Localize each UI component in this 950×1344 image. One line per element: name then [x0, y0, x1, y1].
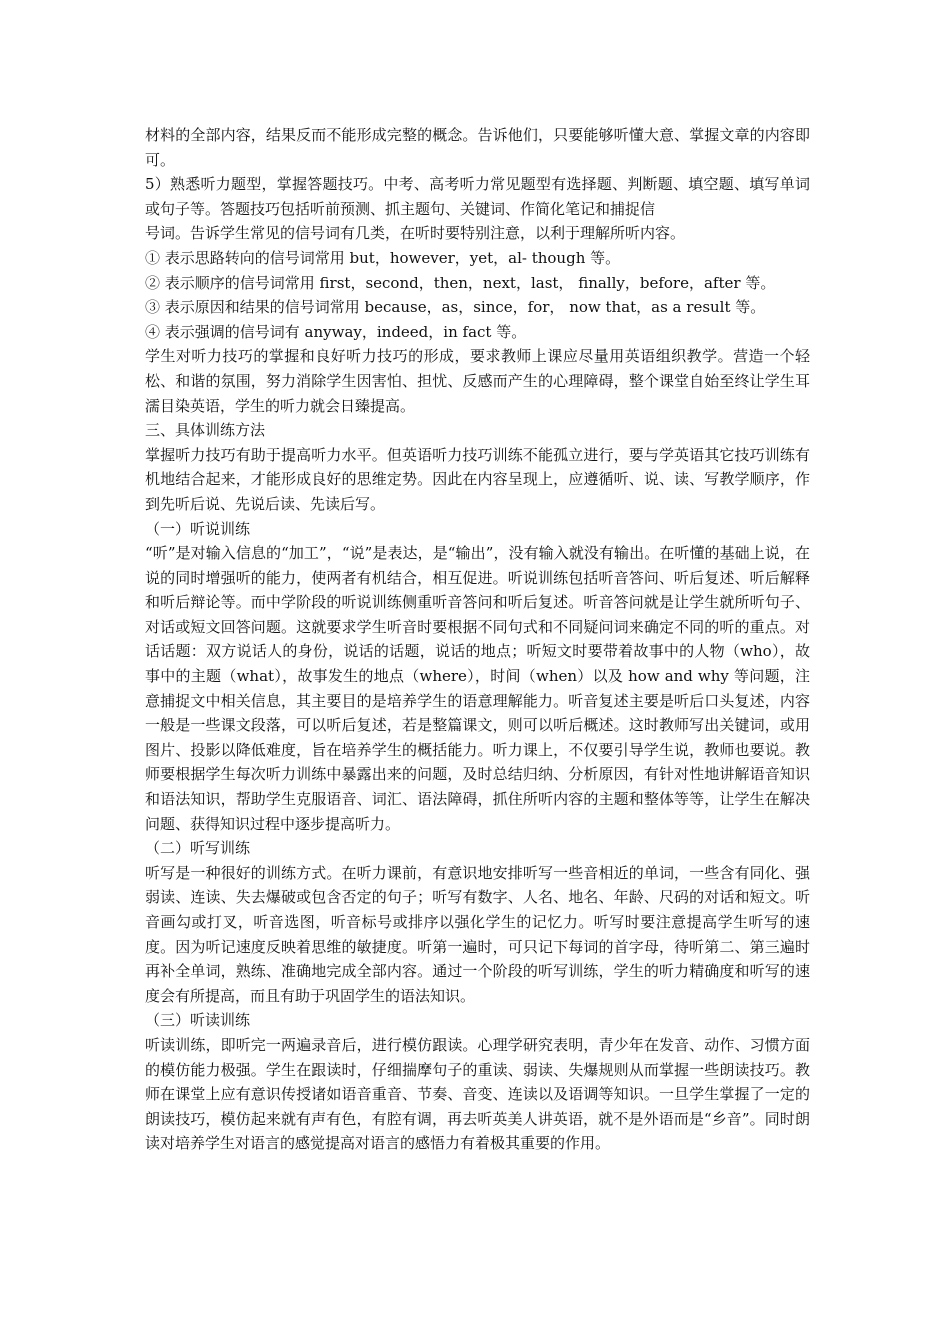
list-item-signal-emphasis: ④ 表示强调的信号词有 anyway，indeed，in fact 等。	[145, 322, 527, 341]
list-item-signal-order: ② 表示顺序的信号词常用 first，second，then，next，last， finally，before，after 等。	[145, 273, 776, 292]
paragraph-listening-speaking: “听”是对输入信息的“加工”，“说”是表达，是“输出”，没有输入就没有输出。在听懂的基础上说，在说的同时增强听的能力，使两者有机结合，相互促进。听说训练包括听音答问、听后复述、听后解释和听后辩论等。而中学阶段的听说训练侧重听音答问和听后复述。听音答问就是让学生就所听句子、对话或短文回答问题。这就要求学生听音时要根据不同句式和不同疑问词来确定不同的听的重点。对话话题：双方说话人的身份，说话的话题，说话的地点；听短文时要带着故事中的人物（who），故事中的主题（what），故事发生的地点（where），时间（when）以及 how and why 等问题，注意捕捉文中相关信息，其主要目的是培养学生的语意理解能力。听音复述主要是听后口头复述，内容一般是一些课文段落，可以听后复述，若是整篇课文，则可以听后概述。这时教师写出关键词，或用图片、投影以降低难度，旨在培养学生的概括能力。听力课上，不仅要引导学生说，教师也要说。教师要根据学生每次听力训练中暴露出来的问题，及时总结归纳、分析原因，有针对性地讲解语音知识和语法知识，帮助学生克服语音、词汇、语法障碍，抓住所听内容的主题和整体等等，让学生在解决问题、获得知识过程中逐步提高听力。	[145, 544, 810, 833]
subheading-listening-reading: （三）听读训练	[145, 1011, 251, 1030]
list-item-signal-turn: ① 表示思路转向的信号词常用 but，however，yet，al- though 等。	[145, 248, 621, 267]
section-heading-methods: 三、具体训练方法	[145, 421, 266, 440]
document-body	[145, 123, 810, 1156]
paragraph-dictation: 听写是一种很好的训练方式。在听力课前，有意识地安排听写一些音相近的单词，一些含有同化、强弱读、连读、失去爆破或包含否定的句子；听写有数字、人名、地名、年龄、尺码的对话和短文。听音画勾或打叉，听音选图，听音标号或排序以强化学生的记忆力。听写时要注意提高学生听写的速度。因为听记速度反映着思维的敏捷度。听第一遍时，可只记下每词的首字母，待听第二、第三遍时再补全单词，熟练、准确地完成全部内容。通过一个阶段的听写训练，学生的听力精确度和听写的速度会有所提高，而且有助于巩固学生的语法知识。	[145, 863, 810, 1005]
subheading-dictation: （二）听写训练	[145, 839, 251, 858]
paragraph-item-5: 5）熟悉听力题型，掌握答题技巧。中考、高考听力常见题型有选择题、判断题、填空题、填写单词或句子等。答题技巧包括听前预测、抓主题句、关键词、作简化笔记和捕捉信	[145, 175, 810, 218]
paragraph-continuation: 材料的全部内容，结果反而不能形成完整的概念。告诉他们，只要能够听懂大意、掌握文章的内容即可。	[145, 126, 810, 169]
paragraph-methods-intro: 掌握听力技巧有助于提高听力水平。但英语听力技巧训练不能孤立进行，要与学英语其它技巧训练有机地结合起来，才能形成良好的思维定势。因此在内容呈现上，应遵循听、说、读、写教学顺序，作到先听后说、先说后读、先读后写。	[145, 445, 810, 513]
paragraph-signal-words-intro: 号词。告诉学生常见的信号词有几类，在听时要特别注意，以利于理解所听内容。	[145, 224, 686, 243]
list-item-signal-cause: ③ 表示原因和结果的信号词常用 because，as，since，for， now that，as a result 等。	[145, 298, 766, 317]
subheading-listening-speaking: （一）听说训练	[145, 519, 251, 538]
paragraph-listening-reading: 听读训练，即听完一两遍录音后，进行模仿跟读。心理学研究表明，青少年在发音、动作、习惯方面的模仿能力极强。学生在跟读时，仔细揣摩句子的重读、弱读、失爆规则从而掌握一些朗读技巧。教师在课堂上应有意识传授诸如语音重音、节奏、音变、连读以及语调等知识。一旦学生掌握了一定的朗读技巧，模仿起来就有声有色，有腔有调，再去听英美人讲英语，就不是外语而是“乡音”。同时朗读对培养学生对语言的感觉提高对语言的感悟力有着极其重要的作用。	[145, 1035, 810, 1153]
paragraph-classroom: 学生对听力技巧的掌握和良好听力技巧的形成，要求教师上课应尽量用英语组织教学。营造一个轻松、和谐的氛围，努力消除学生因害怕、担忧、反感而产生的心理障碍，整个课堂自始至终让学生耳濡目染英语，学生的听力就会日臻提高。	[145, 347, 810, 415]
